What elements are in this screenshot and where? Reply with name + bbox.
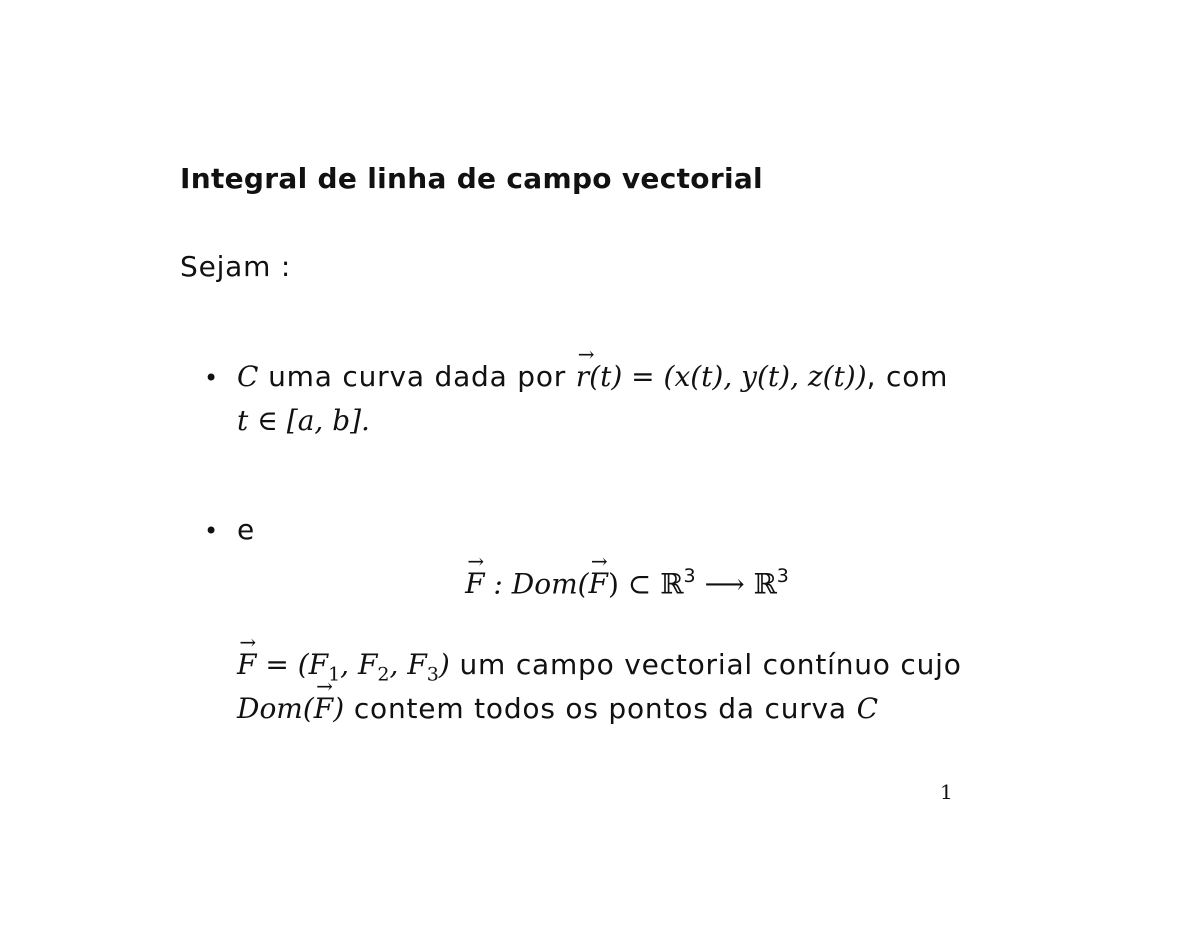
exponent-2: 3 (776, 565, 789, 587)
field-definition-line-1 (237, 648, 962, 686)
page-number: 1 (940, 780, 953, 804)
field-F: → F (237, 648, 256, 681)
mapping-arrow: ⟶ (695, 567, 754, 601)
bullet-2-marker: • (204, 517, 219, 545)
field-text: um campo vectorial contínuo cujo (449, 648, 962, 681)
curve-symbol-2: C (856, 692, 879, 725)
mapping-tail: ) ⊂ (607, 567, 661, 601)
reals-symbol-1: ℝ (660, 567, 684, 601)
bullet-1-line-2: t ∈ [a, b]. (237, 404, 370, 437)
bullet-1-text-a: uma curva dada por (258, 360, 576, 393)
exponent-1: 3 (683, 565, 696, 587)
intro-text: Sejam : (180, 250, 292, 283)
field-definition-line-2 (237, 692, 878, 725)
sub-3: 3 (426, 663, 439, 686)
bullet-1-marker: • (204, 364, 219, 392)
mapping-F2: → F (589, 567, 608, 600)
mapping-mid: : Dom( (484, 567, 589, 601)
reals-symbol-2: ℝ (753, 567, 777, 601)
sub-2: 2 (377, 663, 390, 686)
bullet-1-text-b: , com (866, 360, 949, 393)
r-vector: → r (576, 360, 589, 393)
dom-F: → F (314, 692, 333, 725)
slide-title: Integral de linha de campo vectorial (180, 162, 763, 195)
field-c2: , F (389, 648, 427, 681)
mapping-F: → F (465, 567, 484, 600)
dom-label: Dom( (237, 692, 314, 725)
sub-1: 1 (328, 663, 341, 686)
r-formula: (t) = (x(t), y(t), z(t)) (589, 360, 867, 393)
field-mapping (0, 565, 1200, 600)
curve-symbol: C (237, 360, 259, 393)
bullet-2-text: e (237, 513, 256, 546)
field-close: ) (438, 648, 450, 681)
field-c1: , F (340, 648, 378, 681)
bullet-1-line-1 (237, 360, 948, 393)
dom-close: ) (333, 692, 345, 725)
field-eq: = (F (256, 648, 329, 681)
field-line-2-text: contem todos os pontos da curva (344, 692, 857, 725)
